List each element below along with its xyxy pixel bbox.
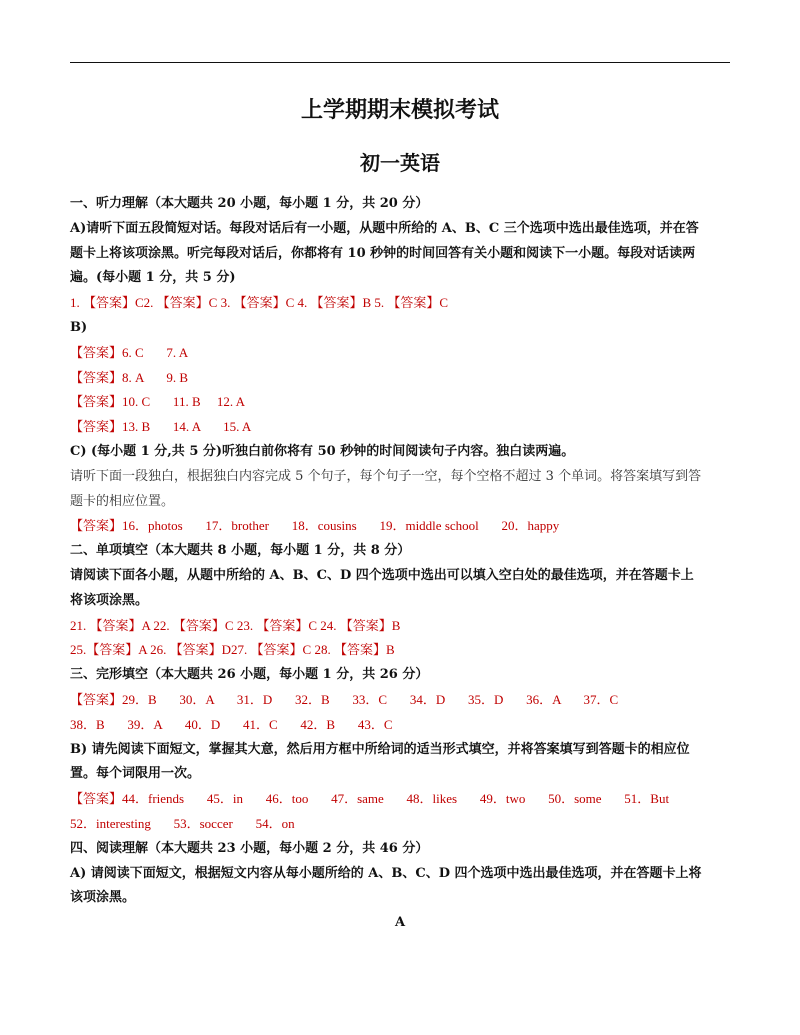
answer-line: 52．interesting 53．soccer 54．on — [70, 815, 295, 831]
instruction-line: C) (每小题 1 分,共 5 分)听独白前你将有 50 秒钟的时间阅读句子内容。独白读两遍。 — [70, 443, 575, 459]
answer-line: 【答案】6. C 7. A — [70, 344, 189, 360]
section-heading-reading: 四、阅读理解（本大题共 23 小题，每小题 2 分，共 46 分） — [70, 840, 429, 856]
section-heading-cloze: 三、完形填空（本大题共 26 小题，每小题 1 分，共 26 分） — [70, 667, 429, 683]
answer-line: 21. 【答案】A 22. 【答案】C 23. 【答案】C 24. 【答案】B — [70, 617, 401, 633]
part-label: B) — [70, 319, 88, 335]
instruction-line: A) 请阅读下面短文，根据短文内容从每小题所给的 A、B、C、D 四个选项中选出最佳选项，并在答题卡上将 — [70, 865, 702, 881]
section-heading-single-choice: 二、单项填空（本大题共 8 小题，每小题 1 分，共 8 分） — [70, 543, 411, 559]
page-subtitle: 初一英语 — [360, 151, 440, 175]
page-title: 上学期期末模拟考试 — [300, 97, 499, 123]
passage-label: A — [394, 915, 406, 931]
instruction-line: 该项涂黑。 — [70, 890, 136, 906]
instruction-line: B) 请先阅读下面短文，掌握其大意，然后用方框中所给词的适当形式填空，并将答案填写到答题卡的相应位 — [70, 741, 690, 757]
instruction-line: 题卡的相应位置。 — [70, 493, 175, 509]
instruction-line: 置。每个词限用一次。 — [70, 766, 201, 782]
instruction-line: 题卡上将该项涂黑。听完每段对话后，你都将有 10 秒钟的时间回答有关小题和阅读下一小题。每段对话读两 — [70, 245, 696, 261]
answer-line: 1. 【答案】C2. 【答案】C 3. 【答案】C 4. 【答案】B 5. 【答案】C — [70, 295, 449, 311]
answer-line: 【答案】16．photos 17．brother 18．cousins 19．middle school 20．happy — [70, 518, 560, 534]
instruction-line: 请阅读下面各小题，从题中所给的 A、B、C、D 四个选项中选出可以填入空白处的最佳选项，并在答题卡上 — [70, 567, 694, 583]
instruction-line: 将该项涂黑。 — [70, 592, 149, 608]
section-heading-listening: 一、听力理解（本大题共 20 小题，每小题 1 分，共 20 分） — [70, 196, 429, 211]
answer-line: 25.【答案】A 26. 【答案】D27. 【答案】C 28. 【答案】B — [70, 642, 395, 658]
answer-line: 【答案】44．friends 45．in 46．too 47．same 48．likes 49．two 50．some 51．But — [70, 791, 670, 807]
answer-line: 【答案】13. B 14. A 15. A — [70, 419, 252, 435]
answer-line: 【答案】8. A 9. B — [70, 369, 189, 385]
answer-line: 【答案】10. C 11. B 12. A — [70, 394, 246, 410]
instruction-line: 请听下面一段独白，根据独白内容完成 5 个句子，每个句子一空，每个空格不超过 3 个单词。将答案填写到答 — [70, 468, 702, 484]
instruction-line: 遍。(每小题 1 分，共 5 分) — [70, 270, 236, 286]
answer-line: 38．B 39．A 40．D 41．C 42．B 43．C — [70, 716, 393, 732]
instruction-line: A)请听下面五段简短对话。每段对话后有一小题，从题中所给的 A、B、C 三个选项中选出最佳选项，并在答 — [70, 220, 699, 236]
answer-line: 【答案】29．B 30．A 31．D 32．B 33．C 34．D 35．D 36．A 37．C — [70, 691, 619, 707]
header-rule — [70, 62, 730, 63]
exam-content — [70, 192, 730, 936]
